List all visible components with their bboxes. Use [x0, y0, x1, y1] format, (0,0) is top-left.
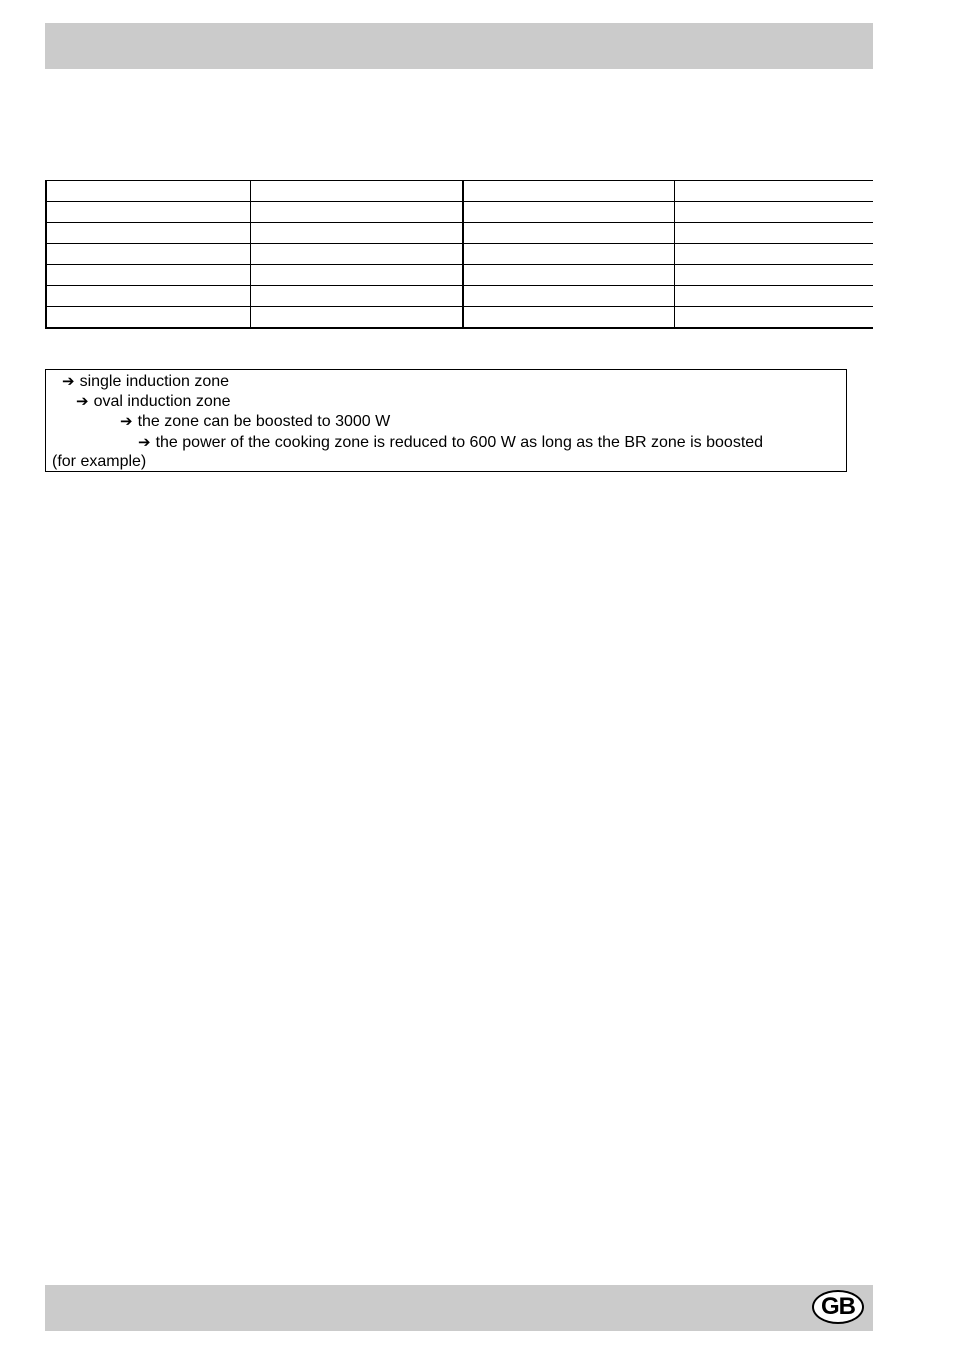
- table-cell: [251, 223, 464, 244]
- table-cell: [46, 307, 251, 329]
- table-cell: [463, 307, 675, 329]
- legend-item-oval-induction: [76, 391, 231, 412]
- header-bar: [45, 23, 873, 69]
- table-cell: [463, 286, 675, 307]
- table-row: [46, 265, 873, 286]
- legend-text: single induction zone: [79, 373, 230, 390]
- arrow-right-icon: ➔: [62, 372, 75, 390]
- table-cell: [46, 202, 251, 223]
- table-cell: [675, 181, 874, 202]
- legend-text: the zone can be boosted to 3000 W: [137, 413, 391, 430]
- legend-footnote: (for example): [52, 453, 147, 470]
- table-row: [46, 307, 873, 329]
- legend-item-power-reduced: [138, 432, 763, 453]
- table-cell: [675, 307, 874, 329]
- arrow-right-icon: ➔: [120, 412, 133, 430]
- footer-bar: [45, 1285, 873, 1331]
- table-cell: [675, 265, 874, 286]
- table-row: [46, 244, 873, 265]
- table-cell: [463, 181, 675, 202]
- table-cell: [675, 286, 874, 307]
- table-cell: [675, 244, 874, 265]
- table-cell: [46, 223, 251, 244]
- table-cell: [463, 265, 675, 286]
- table-row: [46, 202, 873, 223]
- table-cell: [463, 244, 675, 265]
- table-row: [46, 181, 873, 202]
- table-cell: [251, 307, 464, 329]
- power-table: [45, 180, 873, 329]
- table-cell: [46, 244, 251, 265]
- country-badge-gb: GB: [812, 1290, 864, 1324]
- table-cell: [251, 244, 464, 265]
- arrow-right-icon: ➔: [76, 392, 89, 410]
- legend-item-boost: [120, 411, 390, 432]
- table-cell: [251, 181, 464, 202]
- table-cell: [251, 265, 464, 286]
- legend-text: oval induction zone: [93, 393, 231, 410]
- legend-item-single-induction: [62, 371, 229, 392]
- legend-box: [45, 369, 847, 472]
- table-cell: [463, 223, 675, 244]
- table-cell: [251, 286, 464, 307]
- table-cell: [46, 181, 251, 202]
- table-cell: [675, 202, 874, 223]
- table-row: [46, 286, 873, 307]
- table-cell: [46, 286, 251, 307]
- table-cell: [251, 202, 464, 223]
- table-cell: [675, 223, 874, 244]
- legend-text: the power of the cooking zone is reduced to 600 W as long as the BR zone is boosted: [155, 434, 764, 451]
- table-cell: [463, 202, 675, 223]
- table-row: [46, 223, 873, 244]
- arrow-right-icon: ➔: [138, 433, 151, 451]
- table-cell: [46, 265, 251, 286]
